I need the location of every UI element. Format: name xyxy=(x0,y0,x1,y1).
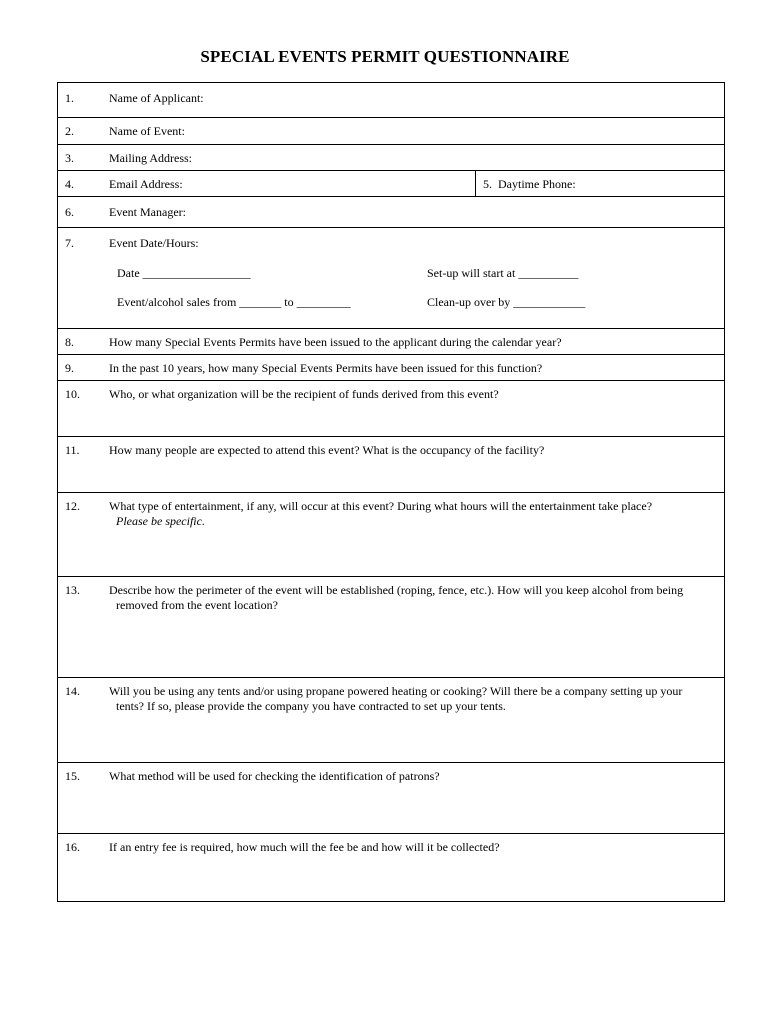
question-text: Who, or what organization will be the recipient of funds derived from this event? xyxy=(109,387,499,401)
item-number: 13. xyxy=(65,583,80,597)
question-line: removed from the event location? xyxy=(116,598,278,612)
item-number: 3. xyxy=(65,151,74,165)
question-text: How many Special Events Permits have been issued to the applicant during the calendar year? xyxy=(109,335,562,349)
question-line: tents? If so, please provide the company you have contracted to set up your tents. xyxy=(116,699,506,713)
item-number: 9. xyxy=(65,361,74,375)
question-text xyxy=(109,499,714,529)
email-field[interactable]: Email Address: xyxy=(109,177,183,191)
cleanup-field[interactable]: Clean-up over by ____________ xyxy=(427,295,586,309)
row-mailing-address[interactable] xyxy=(58,144,724,170)
sales-hours-field[interactable]: Event/alcohol sales from _______ to _________ xyxy=(117,295,351,309)
setup-start-field[interactable]: Set-up will start at __________ xyxy=(427,266,579,280)
date-field[interactable]: Date __________________ xyxy=(117,266,251,280)
item-number: 5. xyxy=(483,177,492,191)
item-number: 16. xyxy=(65,840,80,854)
item-number: 12. xyxy=(65,499,80,513)
question-text: If an entry fee is required, how much will the fee be and how will it be collected? xyxy=(109,840,500,854)
row-id-check[interactable] xyxy=(58,762,724,833)
row-email-phone xyxy=(58,170,724,196)
row-permits-past-10-years[interactable] xyxy=(58,354,724,380)
question-text: How many people are expected to attend this event? What is the occupancy of the facility? xyxy=(109,443,545,457)
question-line: What type of entertainment, if any, will occur at this event? During what hours will the entertainment take place? xyxy=(109,499,653,513)
item-number: 6. xyxy=(65,205,74,219)
row-event-manager[interactable] xyxy=(58,196,724,227)
question-text xyxy=(109,684,714,714)
row-entry-fee[interactable] xyxy=(58,833,724,901)
item-number: 8. xyxy=(65,335,74,349)
item-number: 7. xyxy=(65,236,74,250)
column-divider xyxy=(475,171,476,196)
row-entertainment[interactable] xyxy=(58,492,724,576)
question-line: Will you be using any tents and/or using propane powered heating or cooking? Will there be a company setting up your xyxy=(109,684,683,698)
field-label: Name of Event: xyxy=(109,124,185,138)
item-number: 11. xyxy=(65,443,80,457)
row-event-name[interactable] xyxy=(58,117,724,144)
row-tents-propane[interactable] xyxy=(58,677,724,762)
page-title: SPECIAL EVENTS PERMIT QUESTIONNAIRE xyxy=(200,47,570,66)
field-label: Name of Applicant: xyxy=(109,91,204,105)
item-number: 10. xyxy=(65,387,80,401)
daytime-phone-field[interactable] xyxy=(483,177,576,192)
row-permits-this-year[interactable] xyxy=(58,328,724,354)
field-label: Daytime Phone: xyxy=(498,177,576,191)
question-text: What method will be used for checking the identification of patrons? xyxy=(109,769,440,783)
question-note: Please be specific. xyxy=(116,514,205,528)
item-number: 2. xyxy=(65,124,74,138)
item-number: 14. xyxy=(65,684,80,698)
row-perimeter[interactable] xyxy=(58,576,724,677)
question-text: In the past 10 years, how many Special Events Permits have been issued for this function? xyxy=(109,361,543,375)
field-label: Event Date/Hours: xyxy=(109,236,199,250)
row-event-date-hours xyxy=(58,227,724,328)
item-number: 15. xyxy=(65,769,80,783)
field-label: Mailing Address: xyxy=(109,151,192,165)
row-funds-recipient[interactable] xyxy=(58,380,724,436)
row-applicant-name[interactable] xyxy=(58,83,724,117)
question-line: Describe how the perimeter of the event will be established (roping, fence, etc.). How will you keep alcohol from being xyxy=(109,583,684,597)
field-label: Event Manager: xyxy=(109,205,186,219)
question-text xyxy=(109,583,714,613)
row-attendance[interactable] xyxy=(58,436,724,492)
item-number: 1. xyxy=(65,91,74,105)
questionnaire-form xyxy=(57,82,725,902)
item-number: 4. xyxy=(65,177,74,191)
